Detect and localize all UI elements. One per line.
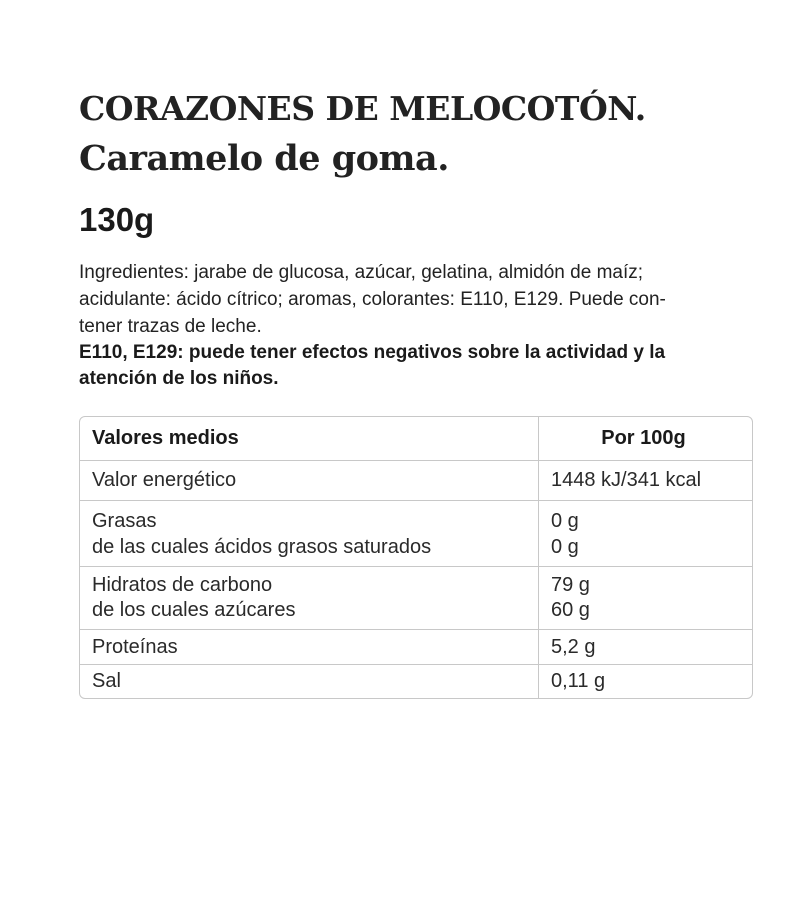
- table-row: [80, 664, 752, 698]
- nutrient-label: Valor energético: [80, 461, 539, 500]
- table-row: [80, 500, 752, 566]
- nutrient-subvalue: 0 g: [551, 535, 579, 558]
- nutrient-value: 0 g: [551, 509, 579, 532]
- table-row: [80, 566, 752, 629]
- header-nutrient: Valores medios: [80, 417, 539, 460]
- nutrient-value: 0,11 g: [551, 670, 606, 692]
- table-row: [80, 460, 752, 500]
- ingredients-line: tener trazas de leche.: [79, 316, 262, 337]
- net-weight: 130g: [79, 201, 155, 238]
- allergen-warning: [79, 340, 749, 392]
- nutrient-subvalue: 60 g: [551, 599, 590, 621]
- ingredients-text: [79, 259, 739, 340]
- product-description: Caramelo de goma.: [79, 138, 449, 179]
- nutrient-labels: [80, 501, 539, 566]
- nutrient-sublabel: de las cuales ácidos grasos saturados: [92, 535, 432, 558]
- nutrient-values: [539, 567, 752, 629]
- nutrient-value: 5,2 g: [551, 635, 596, 658]
- nutrient-values: [539, 501, 752, 566]
- nutrient-labels: [80, 567, 539, 629]
- nutrient-value: 79 g: [551, 574, 590, 596]
- header-per-100g: Por 100g: [601, 427, 686, 449]
- table-header-row: [80, 417, 752, 460]
- nutrient-label: Sal: [80, 665, 539, 698]
- ingredients-line: Ingredientes: jarabe de glucosa, azúcar, gelatina, almidón de maíz;: [79, 262, 644, 283]
- nutrient-sublabel: de los cuales azúcares: [92, 599, 296, 621]
- nutrition-table: [79, 416, 753, 699]
- table-row: [80, 629, 752, 664]
- warning-line: E110, E129: puede tener efectos negativos sobre la actividad y la: [79, 342, 666, 363]
- nutrient-label: Hidratos de carbono: [92, 574, 273, 596]
- product-name: CORAZONES DE MELOCOTÓN.: [79, 89, 646, 128]
- nutrient-label: Grasas: [92, 509, 157, 532]
- warning-line: atención de los niños.: [79, 368, 279, 389]
- ingredients-line: acidulante: ácido cítrico; aromas, colorantes: E110, E129. Puede con-: [79, 289, 666, 310]
- nutrient-value: 1448 kJ/341 kcal: [551, 469, 702, 491]
- nutrient-label: Proteínas: [80, 630, 539, 664]
- product-title: [79, 84, 646, 184]
